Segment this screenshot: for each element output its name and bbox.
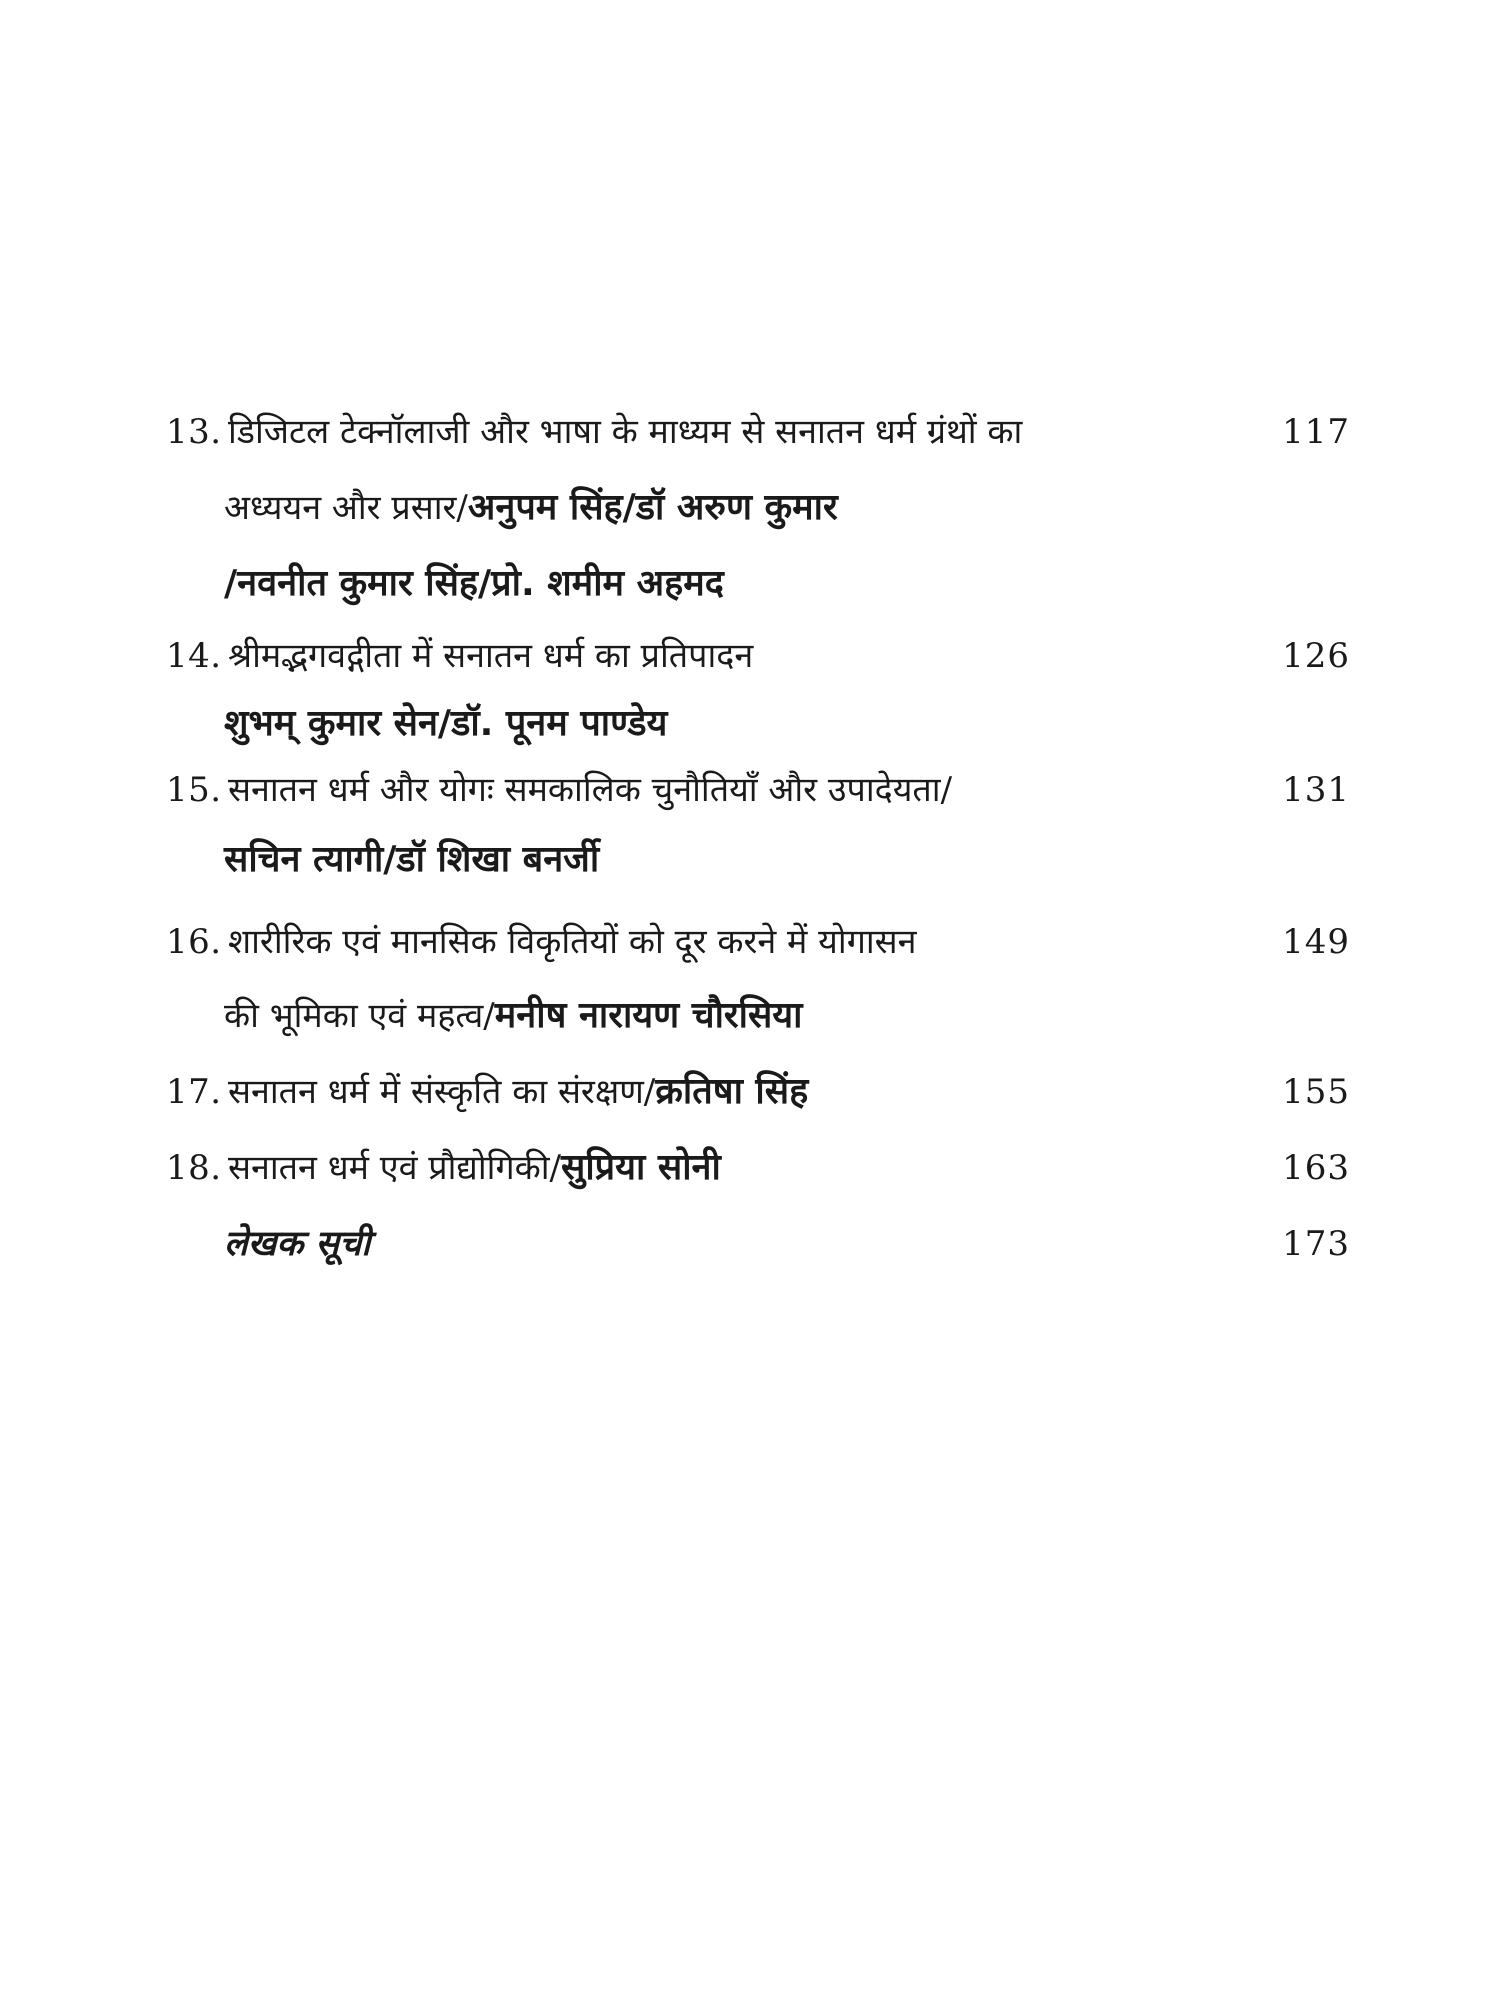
toc-entry-17 — [0, 1064, 1500, 1120]
entry-title: डिजिटल टेक्नॉलाजी और भाषा के माध्यम से सनातन धर्म ग्रंथों का — [228, 412, 1023, 452]
toc-entry-14 — [0, 628, 1500, 684]
entry-title-continued: की भूमिका एवं महत्व/ — [224, 996, 495, 1036]
entry-page-number: 163 — [1282, 1148, 1350, 1188]
toc-entry-16-line-2 — [0, 988, 1500, 1044]
entry-number: 13. — [166, 412, 222, 452]
entry-number: 16. — [166, 922, 222, 962]
entry-number: 17. — [166, 1072, 222, 1112]
entry-title: श्रीमद्भगवद्गीता में सनातन धर्म का प्रतिपादन — [228, 636, 754, 676]
entry-authors-continued: /नवनीत कुमार सिंह/प्रो. शमीम अहमद — [224, 563, 724, 604]
entry-authors: मनीष नारायण चौरसिया — [494, 995, 803, 1036]
entry-page-number: 131 — [1282, 770, 1350, 810]
toc-entry-16 — [0, 914, 1500, 970]
toc-entry-13-line-3 — [0, 556, 1500, 612]
entry-authors: अनुपम सिंह/डॉ अरुण कुमार — [467, 487, 838, 528]
entry-title: सनातन धर्म में संस्कृति का संरक्षण/ — [228, 1072, 656, 1112]
entry-number: 18. — [166, 1148, 222, 1188]
entry-authors: शुभम् कुमार सेन/डॉ. पूनम पाण्डेय — [224, 703, 668, 744]
entry-title-continued: अध्ययन और प्रसार/ — [224, 488, 468, 528]
toc-entry-18 — [0, 1140, 1500, 1196]
entry-number: 15. — [166, 770, 222, 810]
entry-title: सनातन धर्म एवं प्रौद्योगिकी/ — [228, 1148, 561, 1188]
entry-title: शारीरिक एवं मानसिक विकृतियों को दूर करने में योगासन — [228, 922, 917, 962]
entry-authors: सुप्रिया सोनी — [560, 1147, 721, 1188]
entry-number: 14. — [166, 636, 222, 676]
toc-entry-13 — [0, 404, 1500, 460]
entry-page-number: 117 — [1282, 412, 1350, 452]
toc-entry-15-line-2 — [0, 832, 1500, 888]
toc-entry-13-line-2 — [0, 480, 1500, 536]
entry-page-number: 126 — [1282, 636, 1350, 676]
entry-authors: क्रतिषा सिंह — [655, 1071, 809, 1112]
entry-page-number: 149 — [1282, 922, 1350, 962]
entry-title: सनातन धर्म और योगः समकालिक चुनौतियाँ और उपादेयता/ — [228, 770, 953, 810]
entry-page-number: 155 — [1282, 1072, 1350, 1112]
entry-page-number: 173 — [1282, 1224, 1350, 1264]
entry-authors: सचिन त्यागी/डॉ शिखा बनर्जी — [224, 839, 600, 880]
toc-entry-author-list — [0, 1216, 1500, 1272]
entry-title: लेखक सूची — [224, 1224, 371, 1264]
toc-entry-15 — [0, 762, 1500, 818]
toc-entry-14-line-2 — [0, 696, 1500, 752]
